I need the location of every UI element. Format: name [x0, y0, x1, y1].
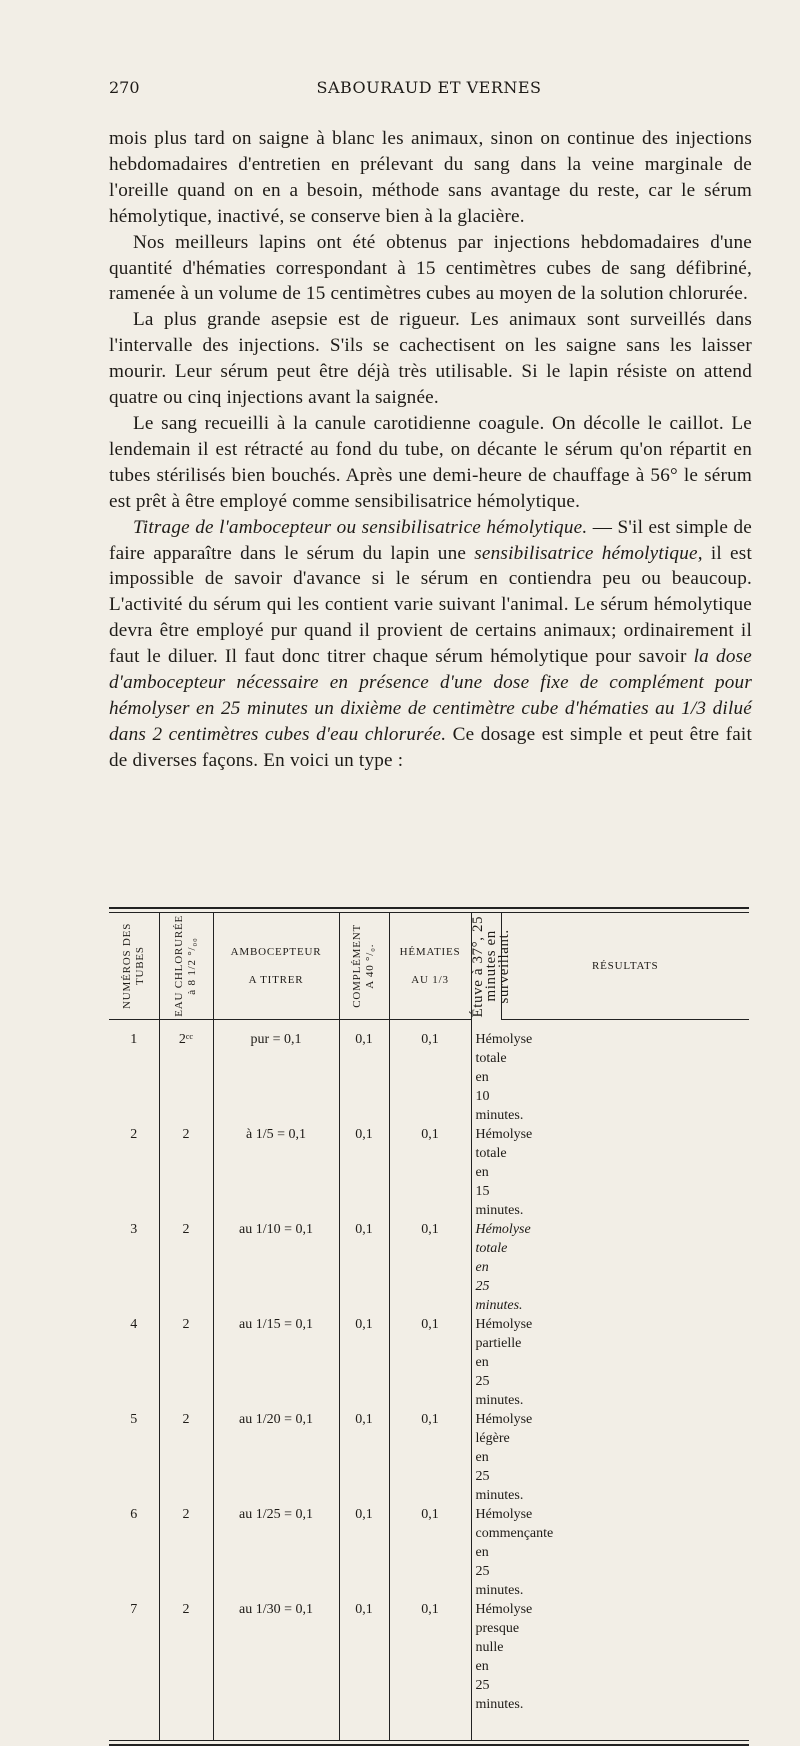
cell-eau: 2	[159, 1125, 213, 1220]
cell-tube: 6	[130, 1507, 138, 1522]
cell-comp: 0,1	[339, 1125, 389, 1220]
cell-eau: 2ᶜᶜ	[159, 1030, 213, 1125]
table	[109, 913, 749, 1740]
header-comp-line1: COMPLÉMENT	[351, 924, 363, 1008]
header-tubes	[109, 913, 159, 1020]
cell-eau: 2	[159, 1315, 213, 1410]
header-eau	[159, 913, 213, 1020]
cell-hem: 0,1	[389, 1030, 471, 1125]
cell-tube: 7	[130, 1602, 138, 1617]
cell-result: Hémolyse commençante en 25 minutes.	[471, 1505, 501, 1600]
header-tubes-text: NUMÉROS DES TUBES	[120, 922, 146, 1010]
spacer-row	[109, 1020, 749, 1031]
cell-ambo: au 1/30 = 0,1	[213, 1600, 339, 1714]
cell-hem: 0,1	[389, 1410, 471, 1505]
incubation-note: Étuve à 37°, 25 minutes en surveillant.	[469, 915, 512, 1018]
header-comp-line2: A 40 °/₀.	[364, 943, 376, 989]
paragraph-2: Nos meilleurs lapins ont été obtenus par injections hebdomadaires d'une quantité d'hématies correspondant à 15 centimètres cubes de sang défibriné, ramenée à un volume de 15 centimètres cubes au moyen de la solution chlorurée.	[109, 231, 752, 305]
header-hem-line2: AU 1/3	[411, 974, 449, 986]
page-header	[109, 78, 749, 100]
cell-result: Hémolyse presque nulle en 25 minutes.	[471, 1600, 501, 1714]
body-text	[109, 126, 752, 774]
cell-result: Hémolyse légère en 25 minutes.	[471, 1410, 501, 1505]
cell-tube: 5	[130, 1412, 138, 1427]
header-results: RÉSULTATS	[501, 913, 749, 1020]
table-row	[109, 1505, 749, 1600]
paragraph-4: Le sang recueilli à la canule carotidienne coagule. On décolle le caillot. Le lendemain il est rétracté au fond du tube, on décante le sérum qu'on répartit en tubes stérilisés bien bouchés. Après une demi-heure de chauffage à 56° le sérum est prêt à être employé comme sensibilisatrice hémolytique.	[109, 412, 752, 512]
spacer-row	[109, 1714, 749, 1740]
cell-hem: 0,1	[389, 1315, 471, 1410]
header-hem-line1: HÉMATIES	[399, 946, 461, 958]
paragraph-5-text-b: il est impossible de savoir d'avance si le sérum en contiendra peu ou beaucoup. L'activité du sérum qui les contient varie suivant l'animal. Le sérum hémolytique devra être employé pur quand il provient de certains animaux; ordinairement il faut le diluer. Il faut donc titrer chaque sérum hémolytique pour savoir	[109, 542, 752, 668]
page-number: 270	[109, 78, 140, 97]
header-ambocepteur	[213, 913, 339, 1020]
paragraph-3: La plus grande asepsie est de rigueur. Les animaux sont surveillés dans l'intervalle des injections. S'ils se cachectisent on les saigne sans les laisser mourir. Leur sérum peut être déjà très utilisable. Si le lapin résiste on attend quatre ou cinq injections avant la saignée.	[109, 309, 752, 409]
table-row	[109, 1125, 749, 1220]
cell-ambo: pur = 0,1	[213, 1030, 339, 1125]
section-title: Titrage de l'ambocepteur ou sensibilisatrice hémolytique.	[133, 516, 588, 538]
table-row	[109, 1030, 749, 1125]
cell-ambo: au 1/25 = 0,1	[213, 1505, 339, 1600]
cell-eau: 2	[159, 1410, 213, 1505]
table-row	[109, 1600, 749, 1714]
header-hematies	[389, 913, 471, 1020]
cell-comp: 0,1	[339, 1410, 389, 1505]
incubation-cell	[469, 913, 512, 1020]
cell-ambo: au 1/10 = 0,1	[213, 1220, 339, 1315]
cell-hem: 0,1	[389, 1220, 471, 1315]
cell-hem: 0,1	[389, 1505, 471, 1600]
cell-eau: 2	[159, 1505, 213, 1600]
cell-hem: 0,1	[389, 1125, 471, 1220]
header-eau-line1: EAU CHLORURÉE	[173, 915, 185, 1017]
paragraph-5-italic-1: sensibilisatrice hémolytique,	[474, 542, 703, 564]
header-ambo-line2: A TITRER	[248, 974, 304, 986]
paragraph-5-italic-2: la dose d'ambocepteur nécessaire en présence d'une dose fixe de complément pour hémolyser en 25 minutes un dixième de centimètre cube d'hématies au 1/3 dilué dans 2 centimètres cubes d'eau chlorurée.	[109, 646, 752, 745]
cell-tube: 2	[130, 1127, 138, 1142]
cell-ambo: au 1/15 = 0,1	[213, 1315, 339, 1410]
cell-result: Hémolyse partielle en 25 minutes.	[471, 1315, 501, 1410]
cell-eau: 2	[159, 1220, 213, 1315]
cell-comp: 0,1	[339, 1030, 389, 1125]
cell-comp: 0,1	[339, 1220, 389, 1315]
table-header-row	[109, 913, 749, 1020]
table-row	[109, 1220, 749, 1315]
cell-comp: 0,1	[339, 1600, 389, 1714]
cell-tube: 1	[130, 1032, 138, 1047]
cell-comp: 0,1	[339, 1505, 389, 1600]
table-row	[109, 1410, 749, 1505]
header-eau-line2: à 8 1/2 °/₀₀	[186, 937, 198, 995]
cell-ambo: à 1/5 = 0,1	[213, 1125, 339, 1220]
header-eau-text	[173, 915, 199, 1017]
table-row	[109, 1315, 749, 1410]
header-comp-text	[351, 924, 377, 1008]
paragraph-1: mois plus tard on saigne à blanc les animaux, sinon on continue des injections hebdomadaires d'entretien en prélevant du sang dans la veine marginale de l'oreille quand on en a besoin, méthode sans avantage du reste, car le sérum hémolytique, inactivé, se conserve bien à la glacière.	[109, 128, 752, 227]
cell-result: Hémolyse totale en 25 minutes.	[471, 1220, 501, 1315]
cell-eau: 2	[159, 1600, 213, 1714]
cell-result: Hémolyse totale en 10 minutes.	[471, 1030, 501, 1125]
cell-tube: 3	[130, 1222, 138, 1237]
paragraph-5	[109, 515, 752, 774]
cell-comp: 0,1	[339, 1315, 389, 1410]
paragraph-5-text-c: Ce dosage est simple et peut être fait de diverses façons. En voici un type :	[109, 723, 752, 771]
cell-result: Hémolyse totale en 15 minutes.	[471, 1125, 501, 1220]
cell-tube: 4	[130, 1317, 138, 1332]
cell-ambo: au 1/20 = 0,1	[213, 1410, 339, 1505]
paragraph-5-text-a: — S'il est simple de faire apparaître dans le sérum du lapin une	[109, 516, 752, 564]
running-title: SABOURAUD ET VERNES	[316, 78, 542, 97]
titration-table	[109, 907, 749, 1746]
header-ambo-line1: AMBOCEPTEUR	[230, 946, 322, 958]
table-bottom-rule	[109, 1740, 749, 1746]
header-complement	[339, 913, 389, 1020]
cell-hem: 0,1	[389, 1600, 471, 1714]
